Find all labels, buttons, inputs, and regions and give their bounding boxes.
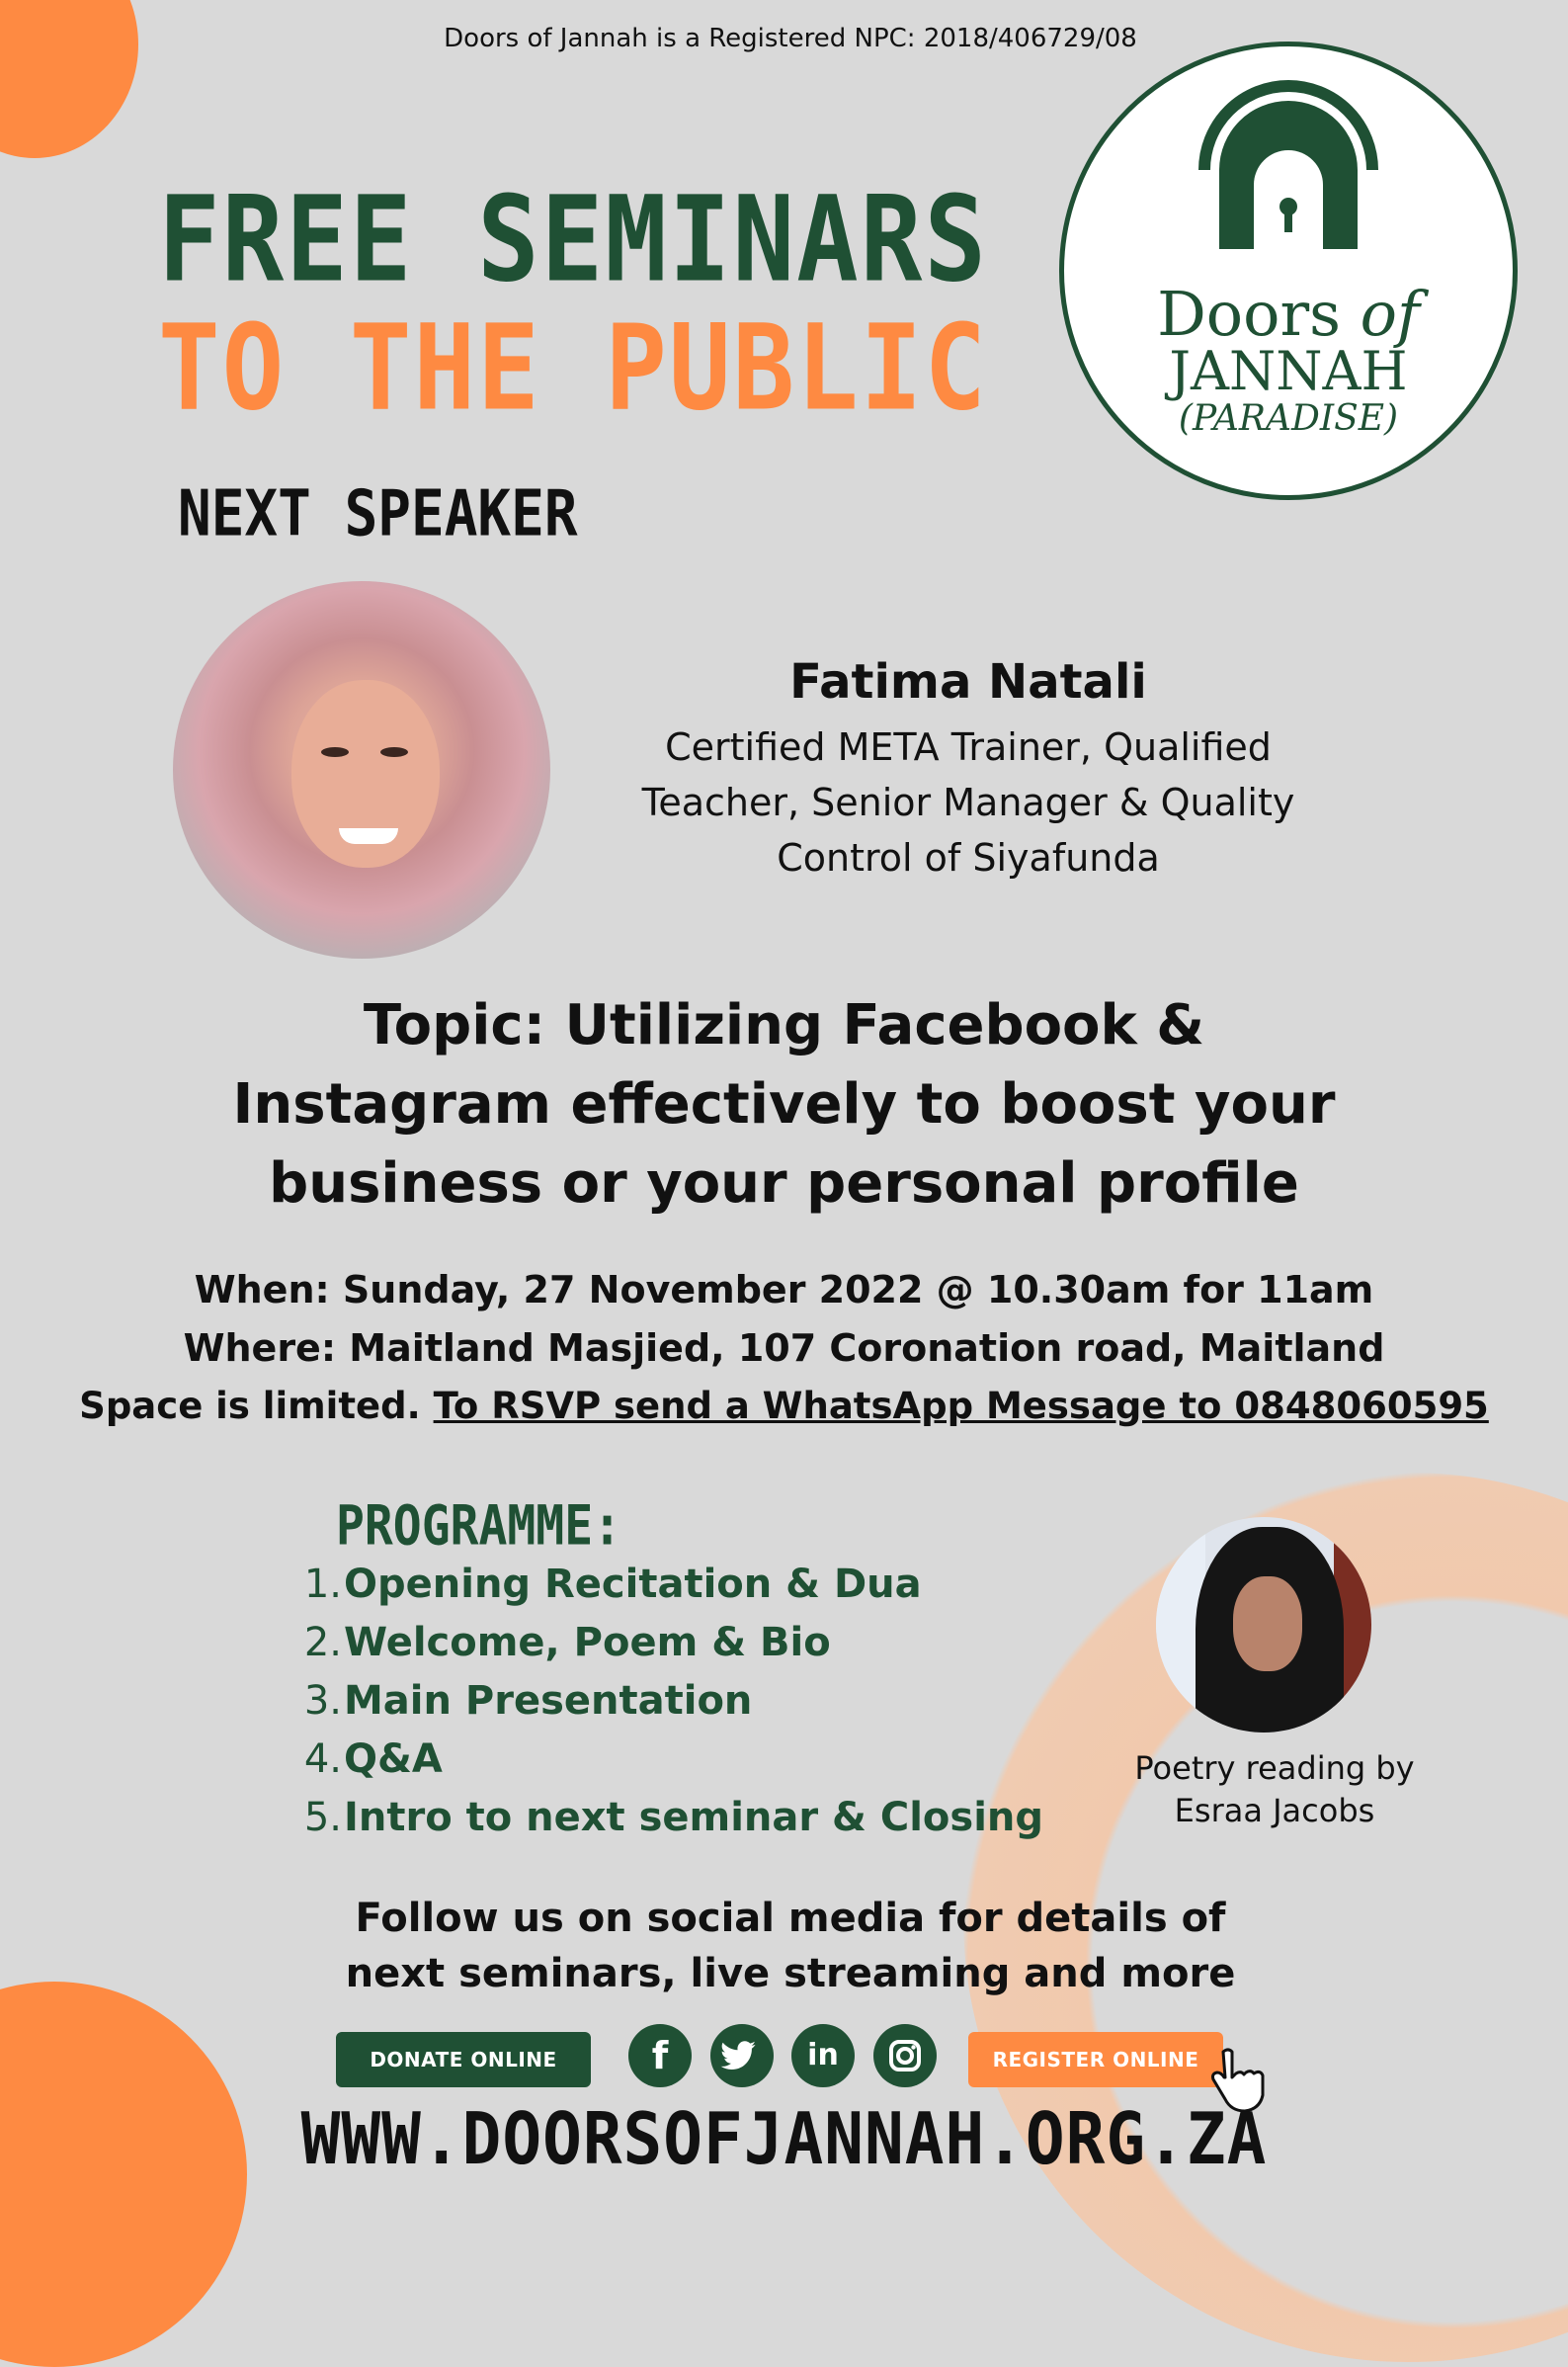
programme-item-4: 4.Q&A xyxy=(303,1736,443,1782)
logo-line-1: Doors of xyxy=(1157,278,1420,350)
top-left-orange-blob xyxy=(0,0,138,158)
poetry-caption-line-2: Esraa Jacobs xyxy=(1174,1792,1375,1829)
rsvp-link[interactable]: To RSVP send a WhatsApp Message to 0848060595 xyxy=(433,1385,1489,1427)
door-arch-icon xyxy=(1195,76,1382,264)
programme-title: PROGRAMME: xyxy=(336,1494,621,1559)
topic-line-1: Topic: Utilizing Facebook & xyxy=(363,993,1205,1057)
logo-circle xyxy=(1059,42,1518,500)
programme-item-2: 2.Welcome, Poem & Bio xyxy=(303,1620,831,1665)
speaker-bio-line-3: Control of Siyafunda xyxy=(777,836,1160,880)
topic-line-2: Instagram effectively to boost your xyxy=(232,1072,1336,1137)
headline-line-2: TO THE PUBLIC xyxy=(158,298,988,438)
space-limited-text: Space is limited. xyxy=(79,1385,421,1427)
website-url[interactable]: WWW.DOORSOFJANNAH.ORG.ZA xyxy=(300,2097,1268,2181)
next-speaker-label: NEXT SPEAKER xyxy=(178,477,578,551)
poetry-caption-line-1: Poetry reading by xyxy=(1134,1749,1415,1787)
speaker-bio-line-2: Teacher, Senior Manager & Quality xyxy=(641,781,1295,824)
registration-text: Doors of Jannah is a Registered NPC: 2018/406729/08 xyxy=(444,24,1137,53)
instagram-icon[interactable] xyxy=(873,2024,937,2087)
poet-photo xyxy=(1156,1517,1371,1733)
register-online-button[interactable]: REGISTER ONLINE xyxy=(968,2032,1223,2087)
rsvp-line xyxy=(20,1385,1548,1427)
programme-item-1: 1.Opening Recitation & Dua xyxy=(303,1562,922,1607)
facebook-icon[interactable]: f xyxy=(628,2024,692,2087)
logo-line-2: JANNAH xyxy=(1169,340,1408,402)
speaker-photo xyxy=(173,581,550,959)
logo-line-3: (PARADISE) xyxy=(1178,398,1399,439)
follow-line-1: Follow us on social media for details of xyxy=(355,1896,1226,1941)
follow-line-2: next seminars, live streaming and more xyxy=(345,1951,1236,1996)
speaker-bio-line-1: Certified META Trainer, Qualified xyxy=(665,725,1272,769)
headline-line-1: FREE SEMINARS xyxy=(158,170,988,309)
linkedin-icon[interactable]: in xyxy=(791,2024,855,2087)
programme-item-3: 3.Main Presentation xyxy=(303,1678,753,1724)
speaker-name: Fatima Natali xyxy=(789,654,1147,710)
donate-online-button[interactable]: DONATE ONLINE xyxy=(336,2032,591,2087)
event-when: When: Sunday, 27 November 2022 @ 10.30am for 11am xyxy=(194,1268,1374,1311)
topic-line-3: business or your personal profile xyxy=(269,1151,1299,1216)
event-where: Where: Maitland Masjied, 107 Coronation road, Maitland xyxy=(183,1326,1385,1370)
programme-item-5: 5.Intro to next seminar & Closing xyxy=(303,1795,1044,1840)
twitter-icon[interactable] xyxy=(710,2024,774,2087)
